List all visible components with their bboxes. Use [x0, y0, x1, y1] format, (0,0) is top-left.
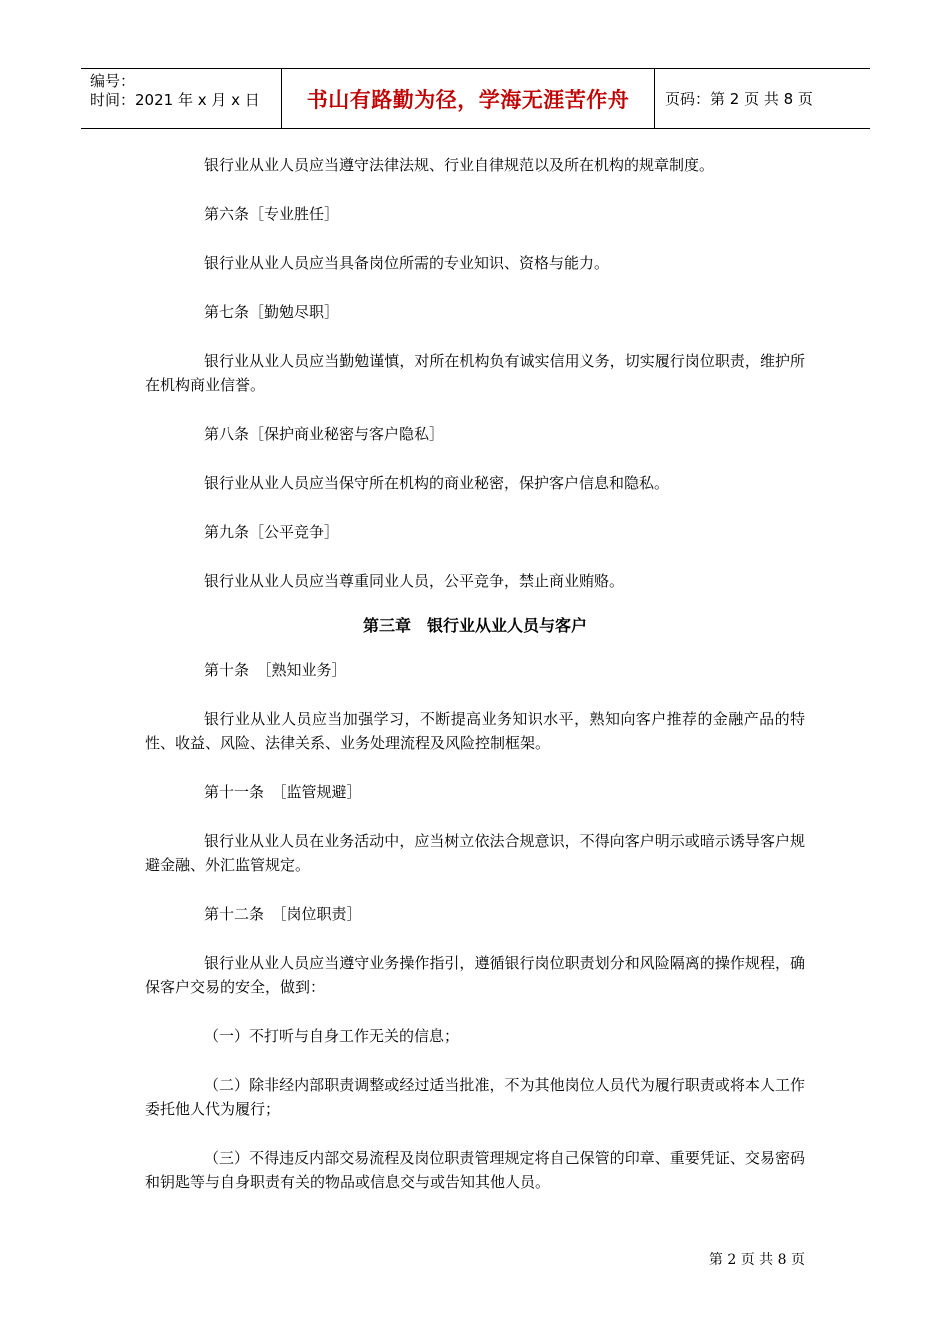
- paragraph: 银行业从业人员应当遵守法律法规、行业自律规范以及所在机构的规章制度。: [204, 156, 715, 174]
- paragraph: 银行业从业人员应当加强学习，不断提高业务知识水平，熟知向客户推荐的金融产品的特性、收益、风险、法律关系、业务处理流程及风险控制框架。: [145, 710, 805, 752]
- article-heading: 第十二条 ［岗位职责］: [204, 905, 362, 923]
- document-number: 编号：: [90, 72, 136, 90]
- chapter-title: 第三章 银行业从业人员与客户: [362, 616, 587, 635]
- header-page-info: 页码：第 2 页 共 8 页: [665, 90, 813, 108]
- article-heading: 第十一条 ［监管规避］: [204, 783, 362, 801]
- paragraph: 银行业从业人员在业务活动中，应当树立依法合规意识，不得向客户明示或暗示诱导客户规避金融、外汇监管规定。: [145, 832, 805, 874]
- list-item: （一）不打听与自身工作无关的信息；: [204, 1027, 460, 1045]
- article-heading: 第九条［公平竞争］: [204, 523, 340, 541]
- paragraph: 银行业从业人员应当勤勉谨慎，对所在机构负有诚实信用义务，切实履行岗位职责，维护所在机构商业信誉。: [145, 352, 805, 394]
- header-motto: 书山有路勤为径，学海无涯苦作舟: [282, 69, 655, 128]
- page-footer: 第 2 页 共 8 页: [708, 1252, 805, 1268]
- article-heading: 第七条［勤勉尽职］: [204, 303, 340, 321]
- header-meta: [81, 69, 282, 128]
- document-time: 时间：2021 年 x 月 x 日: [90, 91, 260, 109]
- paragraph: 银行业从业人员应当具备岗位所需的专业知识、资格与能力。: [204, 254, 610, 272]
- paragraph: 银行业从业人员应当尊重同业人员，公平竞争，禁止商业贿赂。: [204, 572, 625, 590]
- list-item: （二）除非经内部职责调整或经过适当批准，不为其他岗位人员代为履行职责或将本人工作委托他人代为履行；: [145, 1076, 805, 1118]
- document-body: [145, 153, 805, 1219]
- paragraph: 银行业从业人员应当保守所在机构的商业秘密，保护客户信息和隐私。: [204, 474, 670, 492]
- article-heading: 第六条［专业胜任］: [204, 205, 340, 223]
- article-heading: 第十条 ［熟知业务］: [204, 661, 347, 679]
- article-heading: 第八条［保护商业秘密与客户隐私］: [204, 425, 445, 443]
- page-header: [81, 68, 870, 129]
- list-item: （三）不得违反内部交易流程及岗位职责管理规定将自己保管的印章、重要凭证、交易密码和钥匙等与自身职责有关的物品或信息交与或告知其他人员。: [145, 1149, 805, 1191]
- paragraph: 银行业从业人员应当遵守业务操作指引，遵循银行岗位职责划分和风险隔离的操作规程，确保客户交易的安全，做到：: [145, 954, 805, 996]
